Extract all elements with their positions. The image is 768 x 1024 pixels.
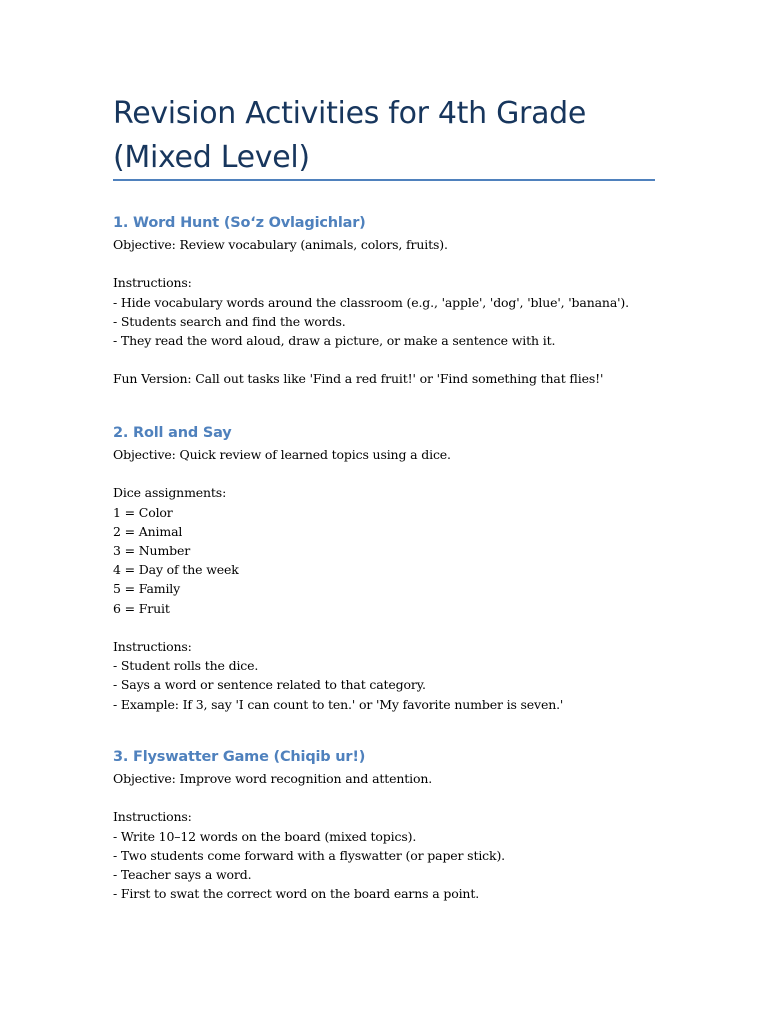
dice-item: 1 = Color [113, 504, 173, 520]
section-heading: 1. Word Hunt (So‘z Ovlagichlar) [113, 215, 366, 231]
instruction-item: - Teacher says a word. [113, 867, 252, 882]
instruction-item: - Says a word or sentence related to that category. [113, 677, 426, 693]
dice-item: 6 = Fruit [113, 600, 170, 616]
instruction-item: - Two students come forward with a flyswatter (or paper stick). [113, 847, 505, 863]
spacer [113, 254, 658, 273]
dice-item: 3 = Number [113, 543, 191, 558]
dice-item: 4 = Day of the week [113, 562, 239, 578]
instructions-label: Instructions: [113, 275, 192, 291]
document-title: Revision Activities for 4th Grade (Mixed Level) [113, 96, 587, 175]
section-word-hunt [113, 212, 658, 389]
section-flyswatter-game [113, 746, 658, 903]
instruction-item: - First to swat the correct word on the board earns a point. [113, 886, 480, 902]
spacer [113, 464, 658, 483]
instruction-item: - Hide vocabulary words around the classroom (e.g., 'apple', 'dog', 'blue', 'banana'). [113, 294, 629, 310]
instruction-item: - They read the word aloud, draw a picture, or make a sentence with it. [113, 333, 556, 348]
section-roll-and-say [113, 422, 658, 714]
instruction-item: - Students search and find the words. [113, 313, 346, 329]
fun-version-text: Fun Version: Call out tasks like 'Find a red fruit!' or 'Find something that flies!' [113, 371, 604, 387]
instructions-label: Instructions: [113, 639, 192, 654]
section-heading: 3. Flyswatter Game (Chiqib ur!) [113, 749, 366, 765]
instructions-label: Instructions: [113, 809, 192, 825]
objective-text: Objective: Improve word recognition and attention. [113, 771, 433, 786]
instruction-item: - Write 10–12 words on the board (mixed topics). [113, 828, 417, 844]
section-heading: 2. Roll and Say [113, 425, 232, 441]
title-underline [113, 179, 655, 181]
objective-text: Objective: Review vocabulary (animals, colors, fruits). [113, 237, 448, 252]
spacer [113, 350, 658, 369]
dice-item: 2 = Animal [113, 523, 183, 539]
instruction-item: - Student rolls the dice. [113, 658, 259, 674]
spacer [113, 788, 658, 807]
spacer [113, 618, 658, 637]
objective-text: Objective: Quick review of learned topics using a dice. [113, 447, 451, 462]
instruction-item: - Example: If 3, say 'I can count to ten.' or 'My favorite number is seven.' [113, 696, 564, 712]
dice-assignments-label: Dice assignments: [113, 485, 227, 501]
dice-item: 5 = Family [113, 581, 181, 597]
